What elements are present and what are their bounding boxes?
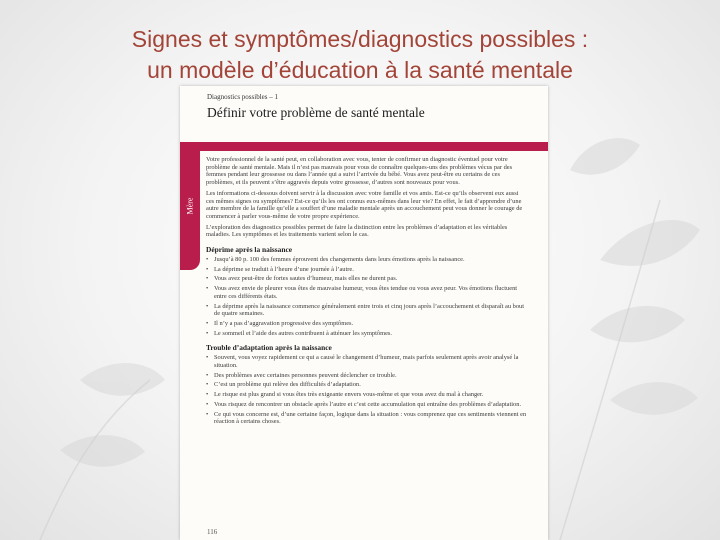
slide-title [0,24,720,86]
bullet-icon: • [206,354,209,362]
list-item [206,372,528,380]
document-body [206,156,528,428]
bullet-icon: • [206,400,209,408]
leaf-shape [600,220,700,266]
bullet-icon: • [206,302,209,310]
bullet-icon: • [206,410,209,418]
bullet-icon: • [206,319,209,327]
leaf-shape [590,306,685,342]
list-item-text: Le sommeil et l’aide des autres contribuent à atténuer les symptômes. [214,329,392,337]
document-header [180,86,548,142]
bullet-icon: • [206,256,209,264]
side-tab-label: Mère [185,197,195,215]
bullet-icon: • [206,371,209,379]
bullet-list [206,256,528,337]
bullet-icon: • [206,381,209,389]
list-item-text: Vous risquez de rencontrer un obstacle après l’autre et c’est cette accumulation qui entraîne des problèmes d’adaptation. [214,400,522,408]
list-item [206,330,528,338]
bullet-icon: • [206,285,209,293]
bullet-icon: • [206,391,209,399]
slide-title-line2: un modèle d’éducation à la santé mentale [147,57,573,83]
list-item [206,275,528,283]
list-item [206,285,528,300]
list-item-text: Vous avez peut-être de fortes sautes d’humeur, mais elles ne durent pas. [214,275,398,283]
leaf-shape [570,138,640,175]
list-item-text: Le risque est plus grand si vous êtes très exigeante envers vous-même et que vous avez du mal à changer. [214,391,484,399]
list-item [206,266,528,274]
bullet-icon: • [206,265,209,273]
list-item [206,303,528,318]
list-item-text: Jusqu’à 80 p. 100 des femmes éprouvent des changements dans leurs émotions après la naissance. [214,256,465,264]
leaf-shape [60,435,145,467]
page-number: 116 [207,528,218,536]
list-item-text: La déprime se traduit à l’heure d’une journée à l’autre. [214,265,354,273]
list-item [206,401,528,409]
list-item-text: Vous avez envie de pleurer vous êtes de mauvaise humeur, vous êtes tendue ou vous avez peur. Vos émotions fluctuent entre ces différents états. [214,285,518,300]
paragraph: L’exploration des diagnostics possibles permet de faire la distinction entre les problèmes d’adaptation et les véritables maladies. Les symptômes et les traitements varient selon le cas. [206,223,508,239]
leaf-shape [80,363,165,396]
document-kicker: Diagnostics possibles – 1 [207,93,278,101]
leaf-shape [610,382,698,415]
list-item [206,391,528,399]
list-item-text: Ce qui vous concerne est, d’une certaine façon, logique dans la situation : vous comprenez que ces sentiments viennent en réaction à certains choses. [214,410,527,426]
list-item [206,354,528,369]
section-postpartum-blues [206,245,528,337]
bullet-list [206,354,528,426]
list-item-text: C’est un problème qui relève des difficultés d’adaptation. [214,381,361,389]
section-adjustment-disorder [206,343,528,426]
list-item-text: Souvent, vous voyez rapidement ce qui a causé le changement d’humeur, mais parfois seulement après avoir analysé la situation. [214,354,519,370]
list-item [206,256,528,264]
list-item-text: Des problèmes avec certaines personnes peuvent déclencher ce trouble. [214,371,397,379]
paragraph: Les informations ci-dessous doivent servir à la discussion avec votre famille et vos amis. Est-ce qu’ils observent eux aussi ces mêmes signes ou symptômes? Est-ce qu’ils les ont connus eux-mêmes dans leur vie? En effet, le fait d’apprendre d’une autre membre de la famille qu’elle a souffert d’une maladie mentale après un accouchement peut vous donner le courage de commencer à parler vous-même de votre propre expérience. [206,189,523,220]
list-item [206,320,528,328]
list-item [206,411,528,426]
accent-bar [180,142,548,151]
document-page [180,86,548,540]
list-item [206,381,528,389]
list-item-text: Il n’y a pas d’aggravation progressive des symptômes. [214,319,354,327]
list-item-text: La déprime après la naissance commence généralement entre trois et cinq jours après l’accouchement et disparaît au bout de quatre semaines. [214,302,524,318]
bullet-icon: • [206,329,209,337]
slide-title-line1: Signes et symptômes/diagnostics possibles : [131,26,589,52]
section-heading: Trouble d’adaptation après la naissance [206,343,332,353]
document-title: Définir votre problème de santé mentale [207,105,425,120]
bullet-icon: • [206,275,209,283]
section-heading: Déprime après la naissance [206,245,293,255]
paragraph: Votre professionnel de la santé peut, en collaboration avec vous, tenter de confirmer un diagnostic éventuel pour votre problème de santé mentale. Mais il n’est pas mauvais pour vous de connaître quelques-uns des problèmes vécus par des femmes pendant leur grossesse ou dans l’année qui a suivi l’arrivée du bébé. Vous avez peut-être eu certains de ces problèmes, et ils peuvent s’être aggravés depuis votre grossesse, d’autres sont nouveaux pour vous. [206,156,513,187]
